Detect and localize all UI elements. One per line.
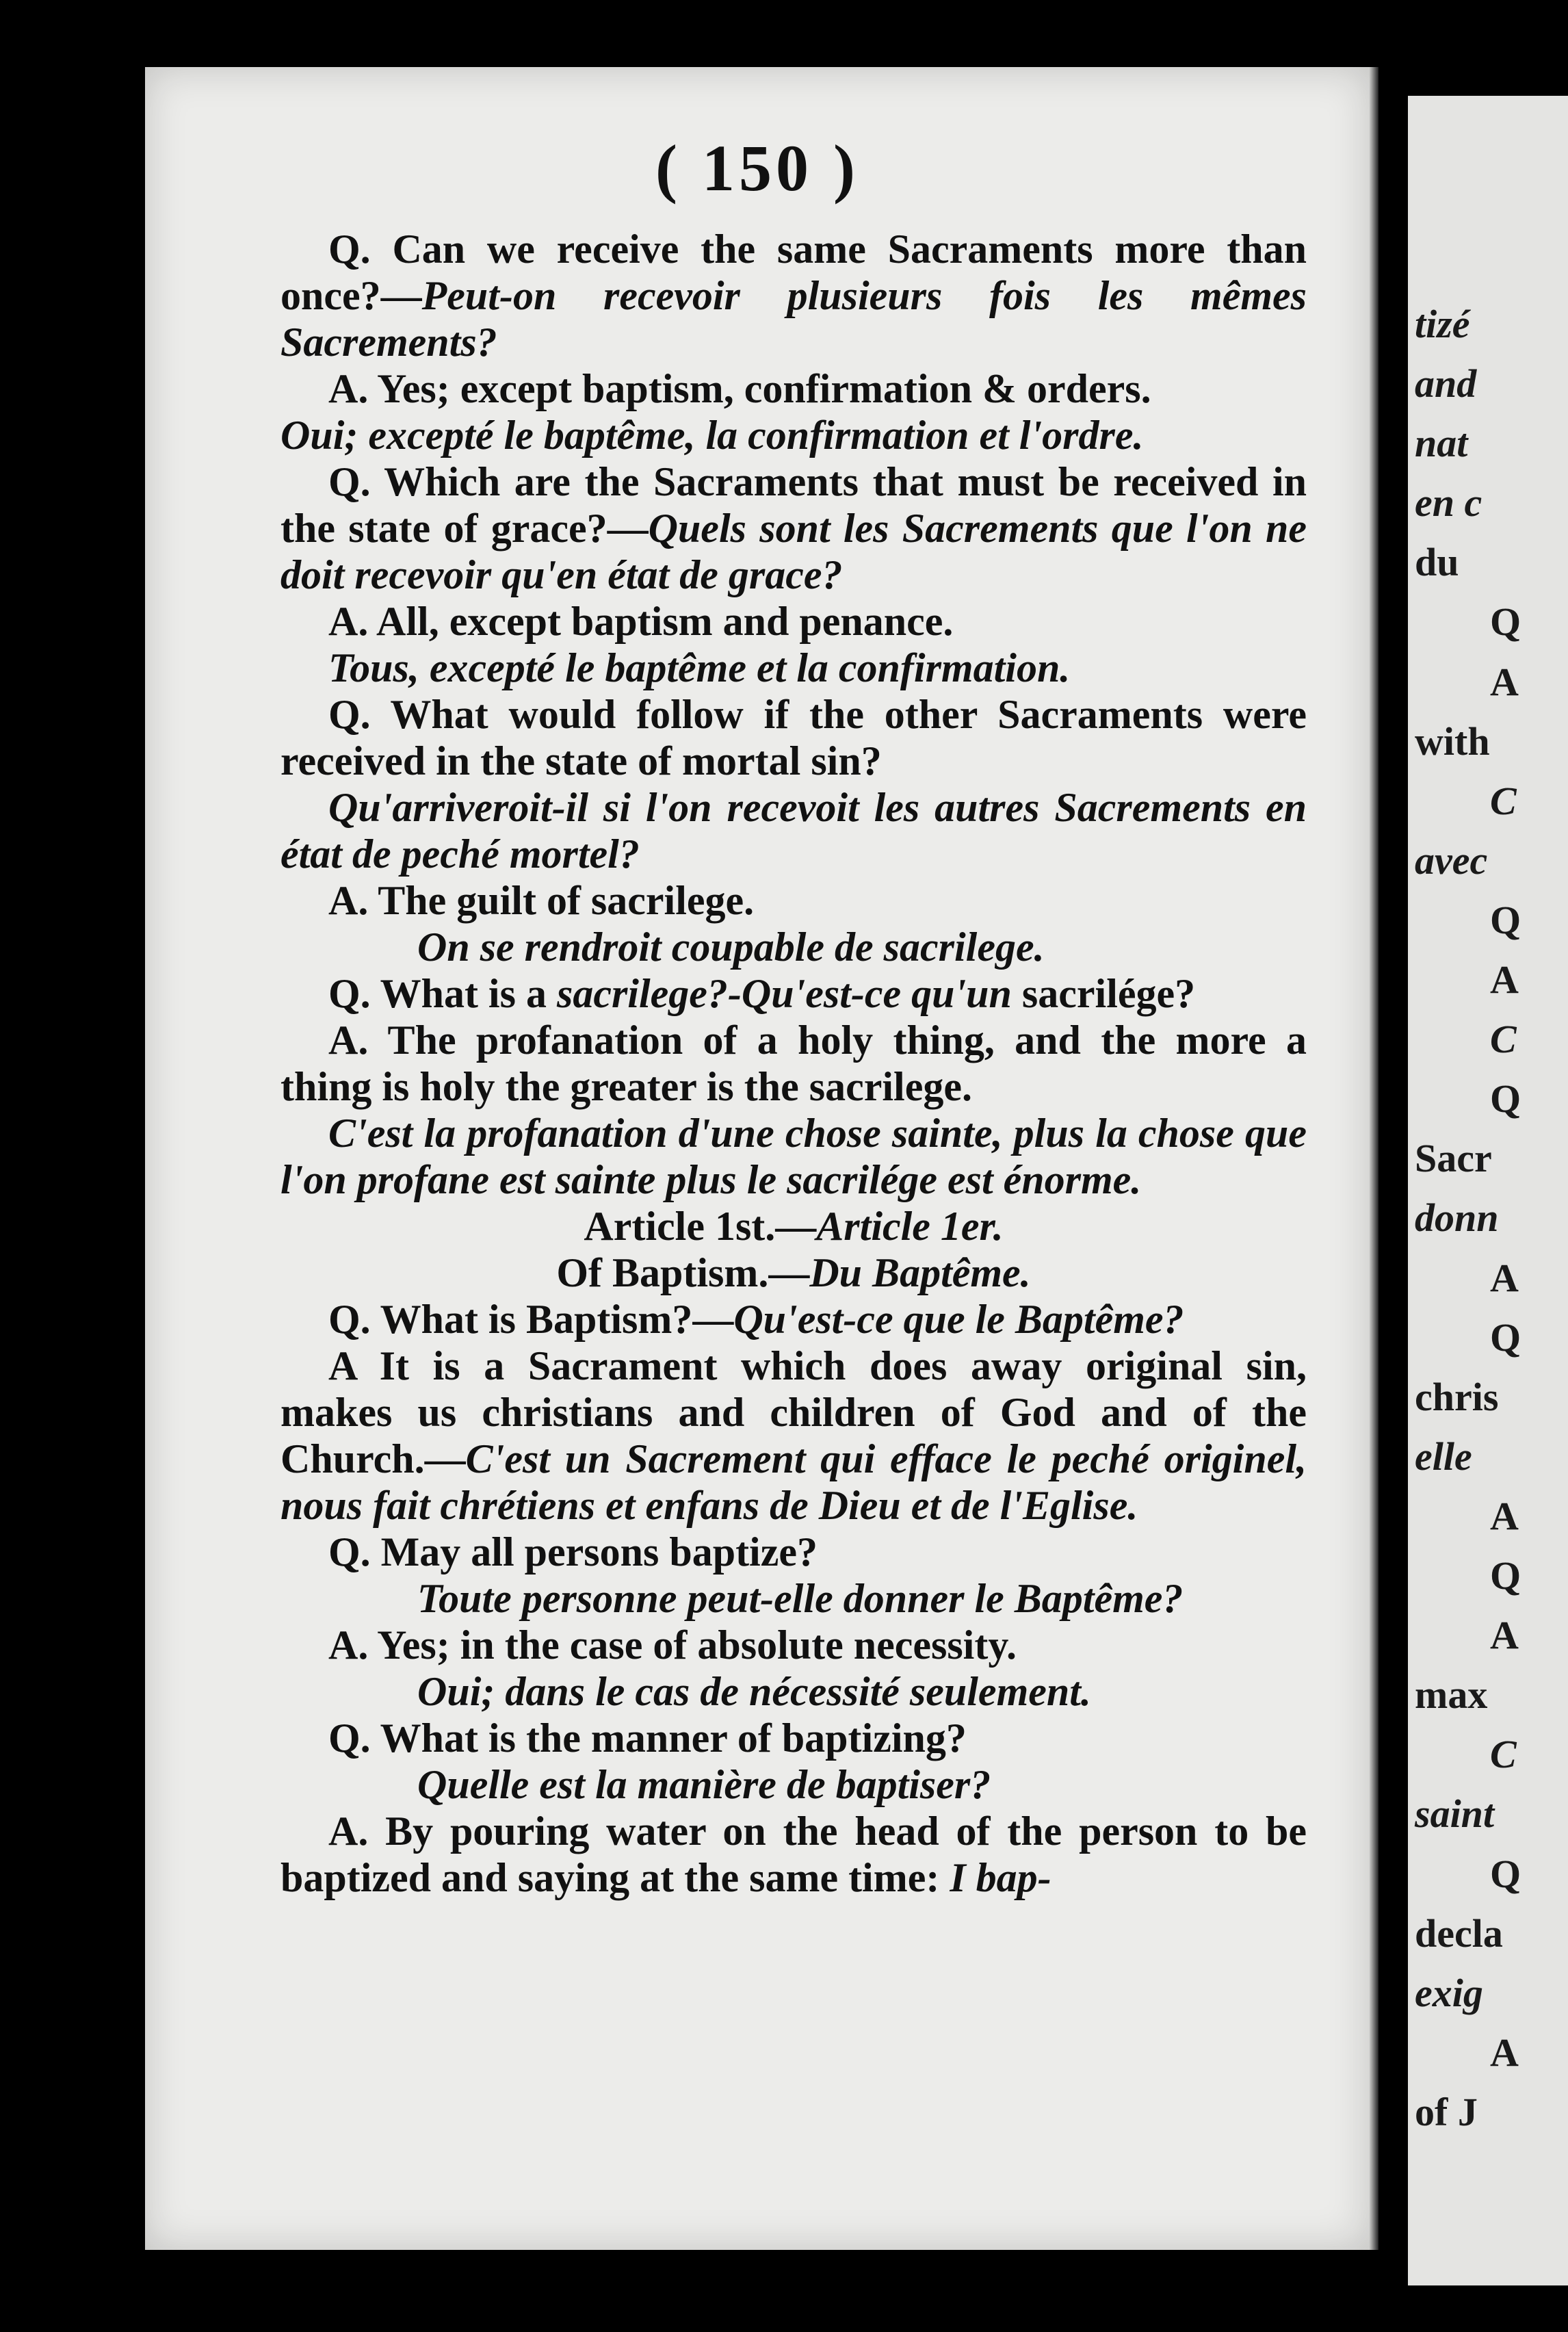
facing-fragment: en c: [1415, 480, 1482, 526]
facing-fragment: A: [1490, 1613, 1519, 1658]
facing-fragment: A: [1490, 1493, 1519, 1538]
facing-fragment: and: [1415, 361, 1477, 406]
text-paragraph: [280, 645, 1307, 691]
facing-fragment: Q: [1490, 1076, 1521, 1122]
english-text: Of Baptism.—: [556, 1250, 810, 1295]
text-paragraph: [280, 226, 1307, 365]
text-paragraph: [280, 365, 1307, 412]
french-text: I bap-: [950, 1855, 1051, 1900]
facing-fragment: nat: [1415, 421, 1468, 466]
facing-page: [1408, 96, 1568, 2285]
facing-fragment: Q: [1490, 897, 1521, 942]
french-text: Quelle est la manière de baptiser?: [417, 1762, 991, 1807]
text-paragraph: [280, 1343, 1307, 1529]
facing-fragment: of J: [1415, 2089, 1478, 2134]
english-text: sacrilége?: [1011, 971, 1196, 1016]
facing-fragment: exig: [1415, 1970, 1483, 2015]
french-text: Tous, excepté le baptême et la confirmation.: [328, 645, 1071, 690]
text-paragraph: [280, 1761, 1307, 1808]
english-text: Q. What is Baptism?—: [328, 1297, 734, 1342]
text-paragraph: [280, 1017, 1307, 1110]
catechism-text: [280, 226, 1307, 1901]
text-paragraph: [280, 1249, 1307, 1296]
facing-fragment: C: [1490, 1017, 1517, 1062]
english-text: Q. What would follow if the other Sacraments were received in the state of mortal sin?: [280, 692, 1307, 783]
english-text: A. The profanation of a holy thing, and the more a thing is holy the greater is the sacrilege.: [280, 1018, 1307, 1109]
text-paragraph: [280, 598, 1307, 645]
french-text: Du Baptême.: [809, 1250, 1031, 1295]
french-text: Qu'est-ce que le Baptême?: [733, 1297, 1184, 1342]
facing-fragment: chris: [1415, 1374, 1499, 1419]
english-text: Q. Which are the Sacraments that must be received in the state of grace?—: [280, 459, 1307, 551]
text-paragraph: [280, 691, 1307, 784]
facing-fragment: elle: [1415, 1434, 1472, 1479]
facing-fragment: C: [1490, 1732, 1517, 1777]
facing-fragment: Q: [1490, 1553, 1521, 1598]
english-text: Q. What is a: [328, 971, 557, 1016]
facing-fragment: C: [1490, 778, 1517, 823]
page-number: ( 150 ): [655, 131, 859, 205]
text-paragraph: [280, 458, 1307, 598]
facing-fragment: Sacr: [1415, 1136, 1492, 1181]
french-text: sacrilege?-Qu'est-ce qu'un: [556, 971, 1012, 1016]
english-text: A It is a Sacrament which does away original sin, makes us christians and children of God and of the Church.—: [280, 1343, 1307, 1481]
facing-fragment: decla: [1415, 1910, 1503, 1956]
text-paragraph: [280, 784, 1307, 877]
facing-fragment: A: [1490, 2030, 1519, 2075]
facing-fragment: du: [1415, 540, 1459, 585]
text-paragraph: [280, 1203, 1307, 1249]
english-text: Q. May all persons baptize?: [328, 1529, 818, 1575]
facing-fragment: avec: [1415, 838, 1488, 883]
text-paragraph: [280, 1715, 1307, 1761]
facing-fragment: A: [1490, 1255, 1519, 1300]
text-paragraph: [280, 1575, 1307, 1622]
facing-fragment: Q: [1490, 599, 1521, 645]
facing-fragment: saint: [1415, 1791, 1495, 1837]
facing-fragment: donn: [1415, 1195, 1499, 1241]
text-paragraph: [280, 412, 1307, 458]
text-paragraph: [280, 970, 1307, 1017]
english-text: A. By pouring water on the head of the person to be baptized and saying at the same time:: [280, 1809, 1307, 1900]
french-text: Oui; dans le cas de nécessité seulement.: [417, 1669, 1091, 1714]
text-paragraph: [280, 924, 1307, 970]
english-text: Article 1st.—: [584, 1204, 817, 1249]
text-paragraph: [280, 1622, 1307, 1668]
french-text: Oui; excepté le baptême, la confirmation et l'ordre.: [280, 413, 1144, 458]
facing-fragment: A: [1490, 659, 1519, 704]
french-text: Toute personne peut-elle donner le Baptême?: [417, 1576, 1184, 1621]
text-paragraph: [280, 1296, 1307, 1343]
french-text: C'est un Sacrement qui efface le peché originel, nous fait chrétiens et enfans de Dieu et de l'Eglise.: [280, 1436, 1307, 1528]
french-text: Qu'arriveroit-il si l'on recevoit les autres Sacrements en état de peché mortel?: [280, 785, 1307, 877]
facing-fragment: A: [1490, 957, 1519, 1002]
facing-fragment: Q: [1490, 1314, 1521, 1360]
french-text: Article 1er.: [816, 1204, 1004, 1249]
english-text: Q. What is the manner of baptizing?: [328, 1715, 967, 1761]
english-text: A. Yes; in the case of absolute necessity.: [328, 1622, 1017, 1668]
text-paragraph: [280, 1529, 1307, 1575]
text-paragraph: [280, 877, 1307, 924]
english-text: A. Yes; except baptism, confirmation & orders.: [328, 366, 1151, 411]
facing-fragment: with: [1415, 718, 1490, 764]
english-text: Q. Can we receive the same Sacraments more than once?—: [280, 226, 1307, 318]
facing-fragment: Q: [1490, 1851, 1521, 1896]
facing-fragment: max: [1415, 1672, 1488, 1718]
text-paragraph: [280, 1808, 1307, 1901]
english-text: A. All, except baptism and penance.: [328, 599, 954, 644]
english-text: A. The guilt of sacrilege.: [328, 878, 755, 923]
french-text: On se rendroit coupable de sacrilege.: [417, 924, 1045, 970]
facing-fragment: tizé: [1415, 302, 1470, 346]
french-text: Quels sont les Sacrements que l'on ne doit recevoir qu'en état de grace?: [280, 506, 1307, 597]
french-text: Peut-on recevoir plusieurs fois les mêmes Sacrements?: [280, 273, 1307, 365]
text-paragraph: [280, 1668, 1307, 1715]
french-text: C'est la profanation d'une chose sainte, plus la chose que l'on profane est sainte plus le sacrilége est énorme.: [280, 1111, 1307, 1202]
text-paragraph: [280, 1110, 1307, 1203]
